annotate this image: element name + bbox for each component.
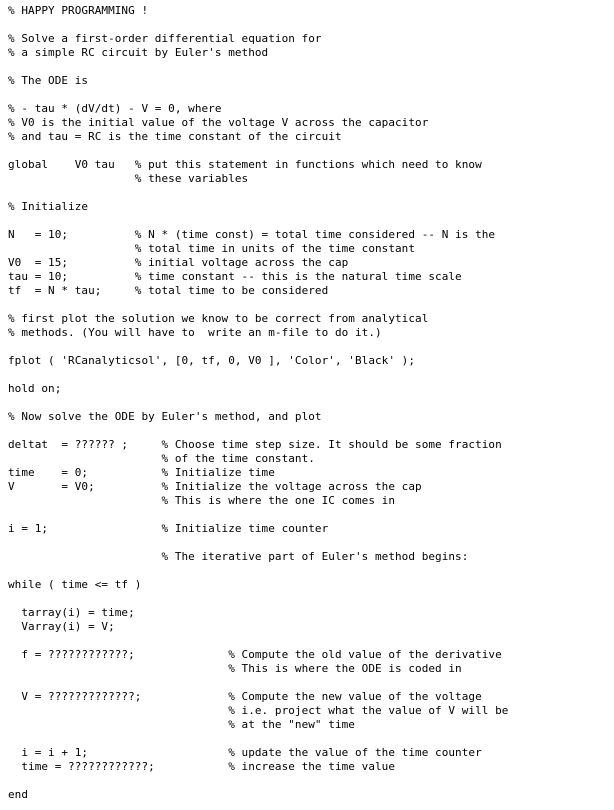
code-line: i = i + 1; % update the value of the time counter (8, 746, 482, 759)
code-line (8, 144, 508, 158)
code-line (8, 676, 508, 690)
code-line: time = 0; % Initialize time (8, 466, 275, 479)
code-line (8, 60, 508, 74)
code-line: while ( time <= tf ) (8, 578, 142, 591)
code-line: % and tau = RC is the time constant of the circuit (8, 130, 342, 143)
code-line (8, 508, 508, 522)
code-line: V0 = 15; % initial voltage across the cap (8, 256, 349, 269)
code-line: % Now solve the ODE by Euler's method, and plot (8, 410, 322, 423)
code-line: % at the "new" time (8, 718, 355, 731)
code-line (8, 396, 508, 410)
code-line (8, 298, 508, 312)
code-line: % Solve a first-order differential equation for (8, 32, 322, 45)
code-line: V = V0; % Initialize the voltage across the cap (8, 480, 422, 493)
code-line: % of the time constant. (8, 452, 315, 465)
code-line (8, 536, 508, 550)
code-line: i = 1; % Initialize time counter (8, 522, 329, 535)
code-line: fplot ( 'RCanalyticsol', [0, tf, 0, V0 ], 'Color', 'Black' ); (8, 354, 416, 367)
code-line (8, 186, 508, 200)
code-line (8, 424, 508, 438)
code-line (8, 564, 508, 578)
code-line: Varray(i) = V; (8, 620, 115, 633)
code-line: % The ODE is (8, 74, 89, 87)
code-line: % first plot the solution we know to be correct from analytical (8, 312, 429, 325)
code-line (8, 634, 508, 648)
code-line: % methods. (You will have to write an m-file to do it.) (8, 326, 382, 339)
code-line: % Initialize (8, 200, 89, 213)
code-line: % This is where the ODE is coded in (8, 662, 462, 675)
code-line: % The iterative part of Euler's method begins: (8, 550, 469, 563)
code-line (8, 592, 508, 606)
code-line: % This is where the one IC comes in (8, 494, 396, 507)
code-line: % - tau * (dV/dt) - V = 0, where (8, 102, 222, 115)
code-line: tau = 10; % time constant -- this is the natural time scale (8, 270, 462, 283)
code-line (8, 774, 508, 788)
code-line: hold on; (8, 382, 62, 395)
code-line: % HAPPY PROGRAMMING ! (8, 4, 149, 17)
code-line: % total time in units of the time constant (8, 242, 416, 255)
code-line: % V0 is the initial value of the voltage V across the capacitor (8, 116, 429, 129)
code-line (8, 368, 508, 382)
code-line: % these variables (8, 172, 249, 185)
code-line (8, 214, 508, 228)
code-listing (8, 4, 508, 802)
code-line (8, 18, 508, 32)
code-line (8, 732, 508, 746)
code-line: V = ?????????????; % Compute the new value of the voltage (8, 690, 482, 703)
code-line: tf = N * tau; % total time to be considered (8, 284, 329, 297)
code-line: time = ????????????; % increase the time value (8, 760, 396, 773)
code-line (8, 340, 508, 354)
code-line: global V0 tau % put this statement in functions which need to know (8, 158, 482, 171)
code-line: deltat = ?????? ; % Choose time step size. It should be some fraction (8, 438, 502, 451)
code-line: f = ????????????; % Compute the old value of the derivative (8, 648, 502, 661)
code-line: N = 10; % N * (time const) = total time considered -- N is the (8, 228, 496, 241)
code-line: % a simple RC circuit by Euler's method (8, 46, 269, 59)
code-line (8, 88, 508, 102)
code-line: end (8, 788, 29, 801)
code-line: tarray(i) = time; (8, 606, 135, 619)
code-line: % i.e. project what the value of V will be (8, 704, 509, 717)
